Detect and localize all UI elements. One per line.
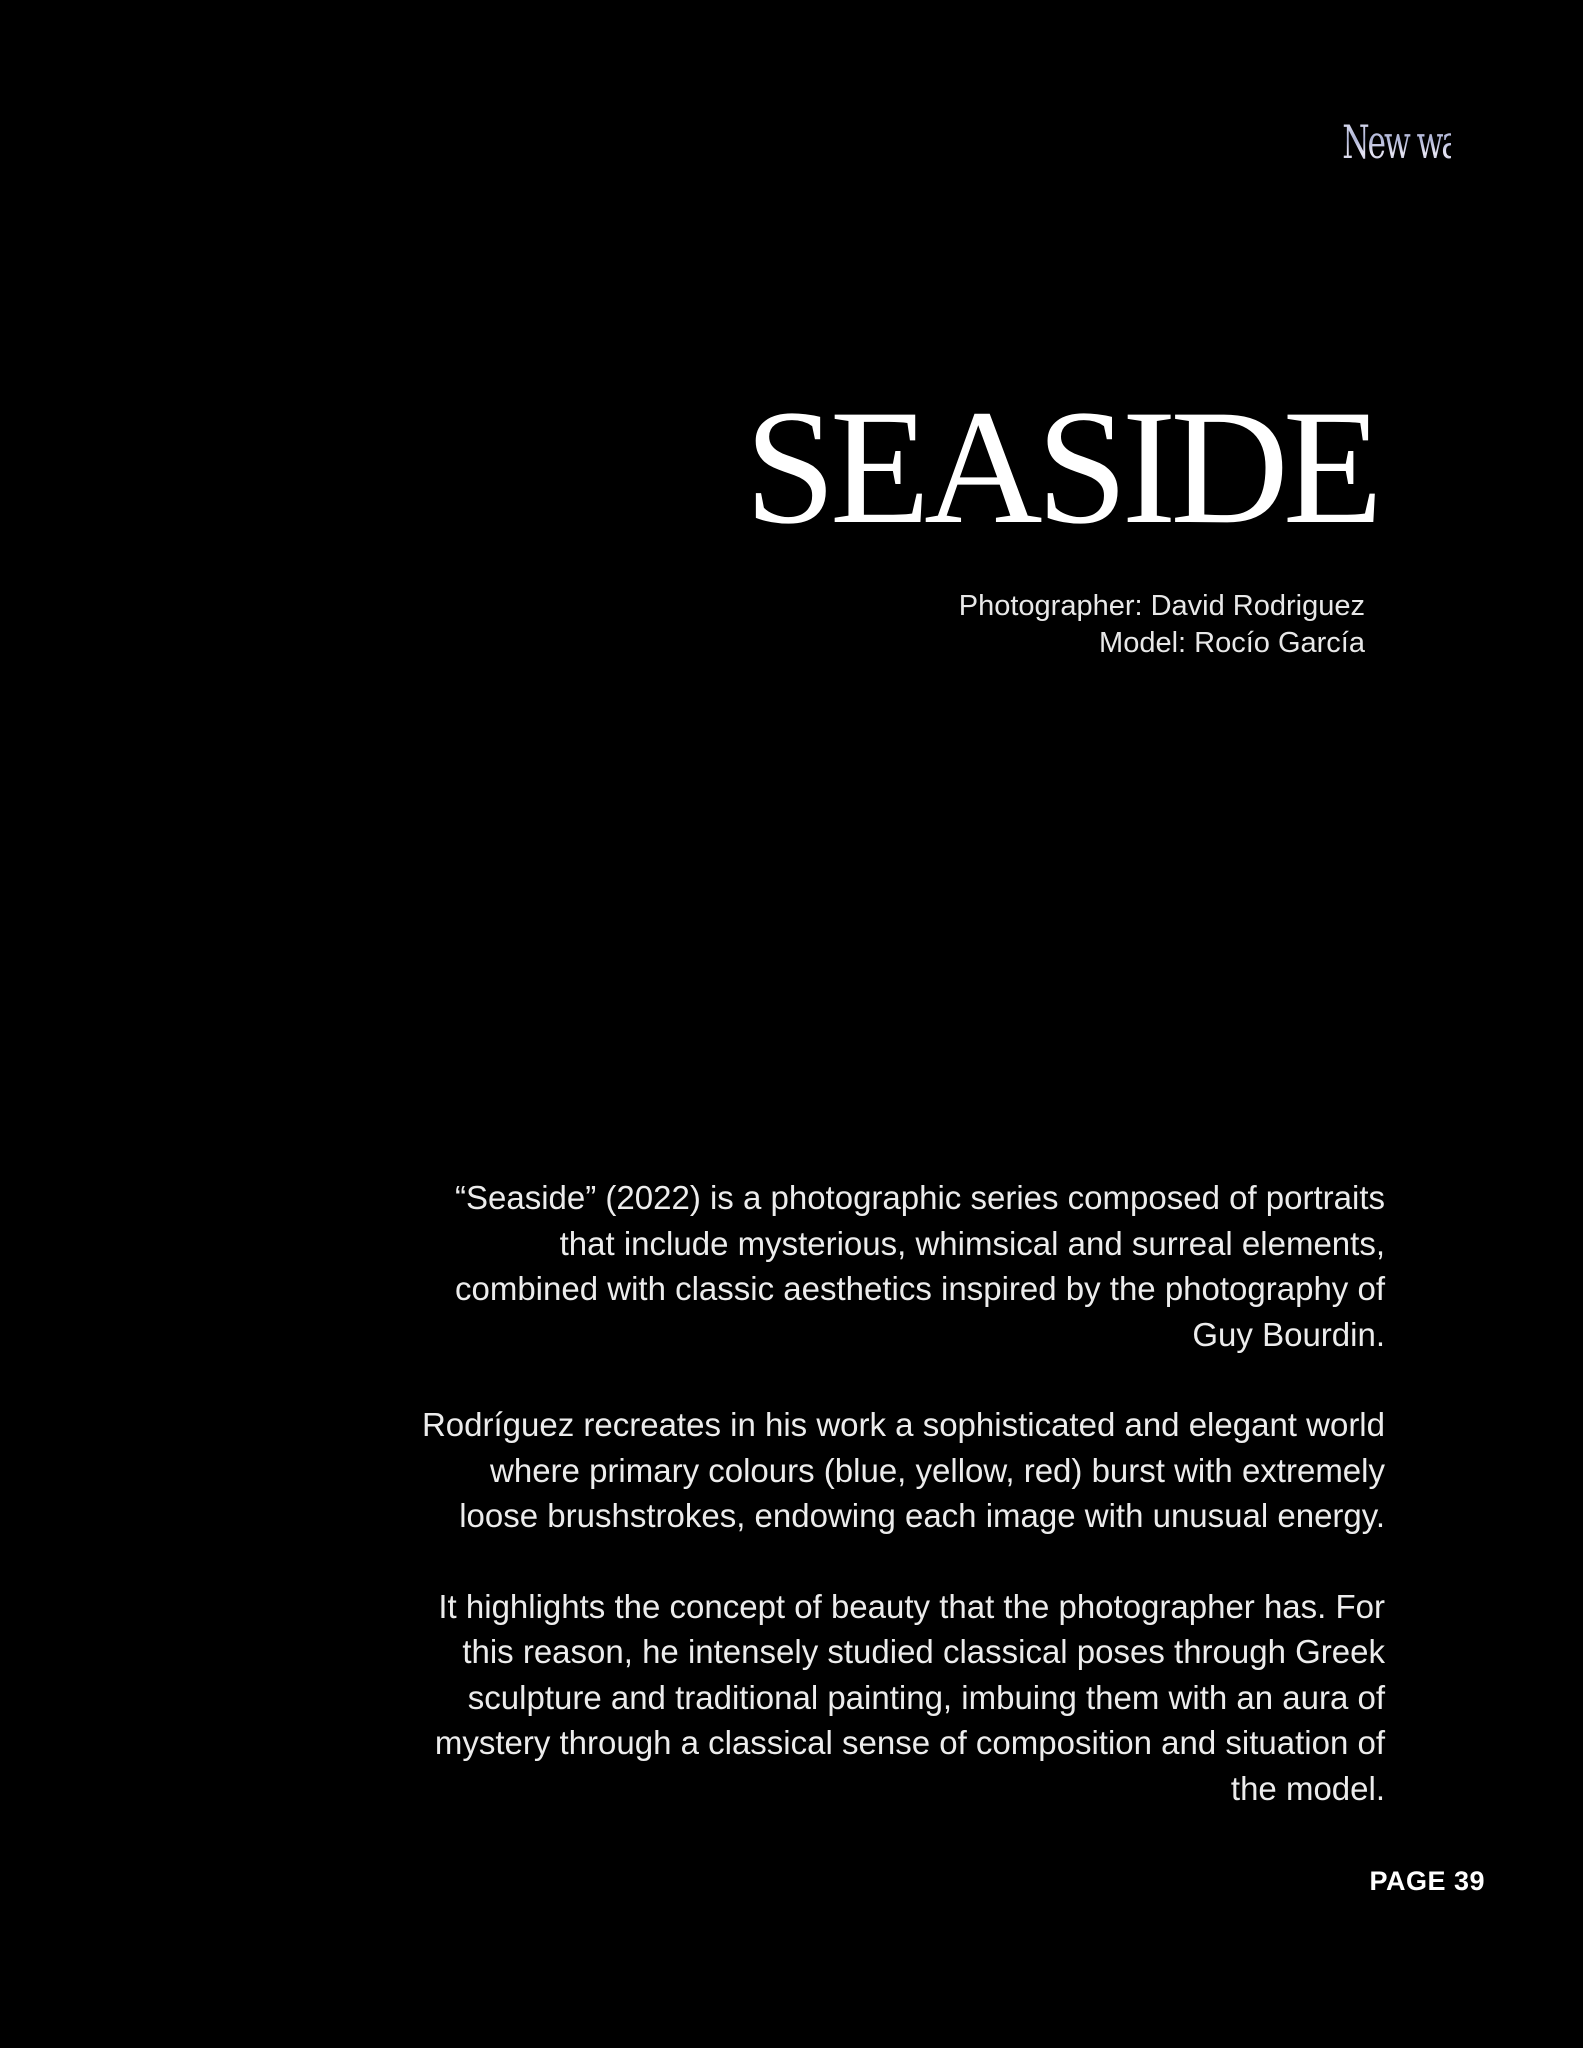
- paragraph: [205, 1402, 1385, 1539]
- paragraph-line: that include mysterious, whimsical and surreal elements,: [559, 1224, 1385, 1262]
- new-wave-logo: New wave: [1342, 112, 1451, 172]
- photographer-credit: Photographer: David Rodriguez: [958, 590, 1365, 622]
- paragraph-line: loose brushstrokes, endowing each image with unusual energy.: [459, 1497, 1385, 1534]
- article-body: [205, 1175, 1385, 1811]
- article-title: SEASIDE: [744, 377, 1377, 558]
- paragraph-line: sculpture and traditional painting, imbuing them with an aura of: [467, 1678, 1385, 1716]
- credits: [959, 588, 1365, 662]
- paragraph-line: “Seaside” (2022) is a photographic series composed of portraits: [455, 1179, 1385, 1216]
- page-number: PAGE 39: [1369, 1866, 1485, 1896]
- paragraph-line: this reason, he intensely studied classical poses through Greek: [462, 1633, 1385, 1670]
- paragraph-line: combined with classic aesthetics inspired by the photography of: [454, 1270, 1385, 1307]
- paragraph: [205, 1584, 1385, 1812]
- paragraph-line: Guy Bourdin.: [1192, 1315, 1385, 1353]
- paragraph-line: Rodríguez recreates in his work a sophisticated and elegant world: [421, 1406, 1385, 1443]
- paragraph-line: where primary colours (blue, yellow, red) burst with extremely: [490, 1451, 1385, 1489]
- paragraph-line: It highlights the concept of beauty that the photographer has. For: [438, 1587, 1385, 1625]
- model-credit: Model: Rocío García: [1099, 627, 1365, 659]
- paragraph: [205, 1175, 1385, 1357]
- paragraph-line: mystery through a classical sense of composition and situation of: [434, 1724, 1385, 1761]
- paragraph-line: the model.: [1230, 1769, 1385, 1807]
